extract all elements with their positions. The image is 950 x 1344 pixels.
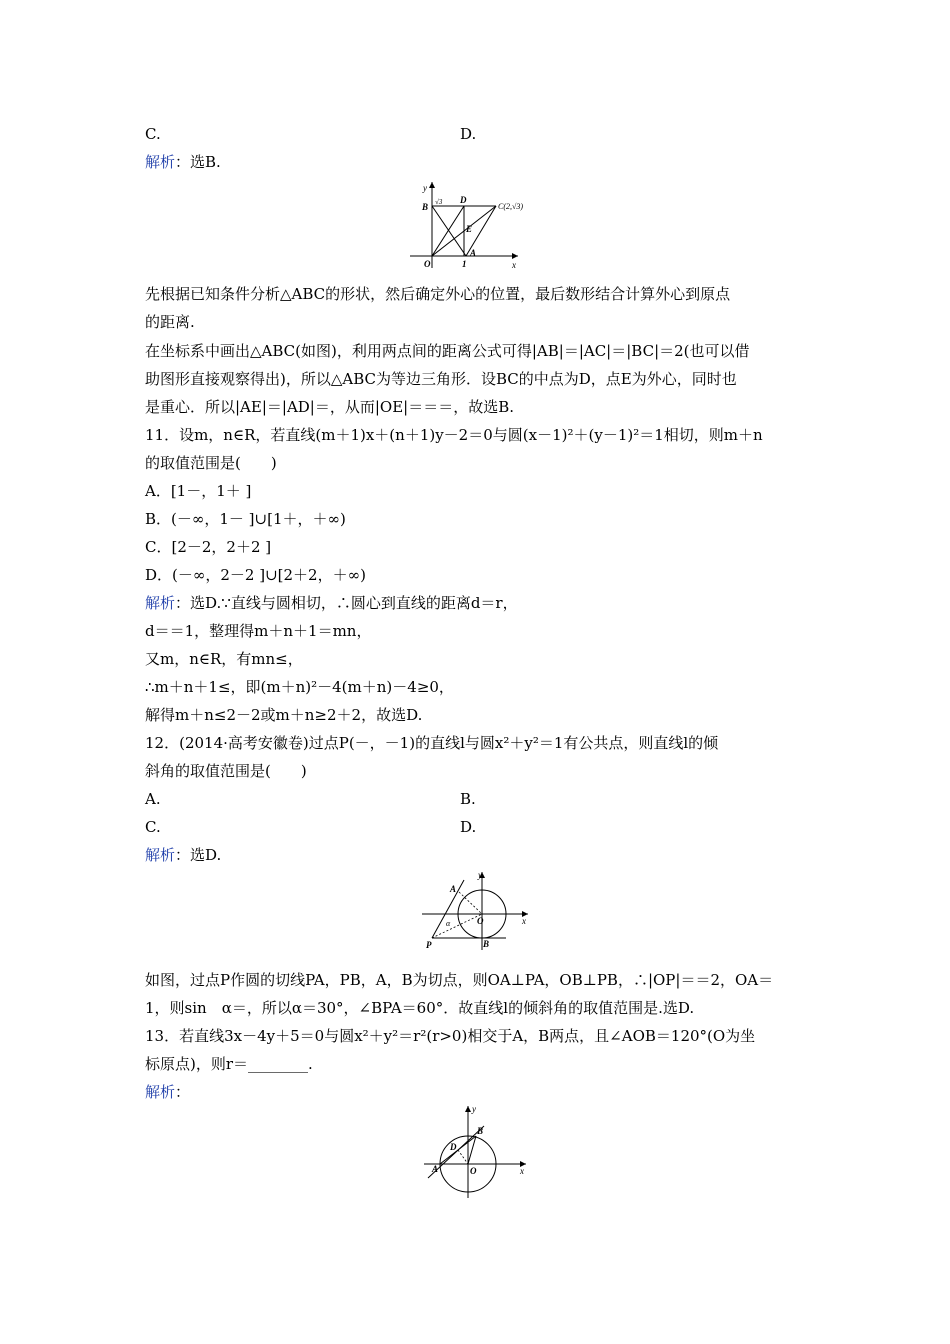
fig-label-alpha: α [446,919,451,928]
analysis-label: 解析 [145,1083,176,1101]
fig-label-x: x [520,1166,524,1176]
q13-stem-2: 标原点)，则r＝________. [145,1055,313,1073]
fig-label-b: B [483,939,490,949]
fig-label-p: P [426,940,432,950]
fig-label-a: A [450,884,457,894]
q11-option-d: D．(－∞，2－2 ]∪[2＋2，＋∞) [145,566,366,584]
q10-triangle-figure [408,176,524,270]
fig-label-x: x [512,260,516,270]
fig-label-y: y [423,183,427,193]
fig-label-1: 1 [462,259,467,269]
fig-label-c: C(2,√3) [498,202,524,211]
q12-stem-2: 斜角的取值范围是( ) [145,762,307,780]
fig-label-y: y [472,1104,476,1114]
q10-answer: ：选B. [175,153,221,171]
q10-text-5: 是重心．所以|AE|＝|AD|＝，从而|OE|＝＝＝，故选B. [145,398,515,416]
q10-text-1: 先根据已知条件分析△ABC的形状，然后确定外心的位置，最后数形结合计算外心到原点 [145,285,731,303]
q12-answer: ：选D. [175,846,222,864]
fig-label-y: y [478,870,482,880]
q12-option-d: D. [460,818,477,836]
q10-option-c: C. [145,125,161,143]
q11-solution-4: ∴m＋n＋1≤，即(m＋n)²－4(m＋n)－4≥0， [145,678,454,696]
q11-solution-text: ：选D.∵直线与圆相切，∴圆心到直线的距离d＝r， [175,594,518,612]
q11-solution-1 [145,593,518,613]
fig-label-d: D [450,1142,457,1152]
analysis-label: 解析 [145,153,176,171]
q12-text-1: 如图，过点P作圆的切线PA，PB，A，B为切点，则OA⊥PA，OB⊥PB，∴|OP|＝＝2，OA＝ [145,971,774,989]
q12-option-b: B. [460,790,476,808]
fig-label-d: D [460,195,467,205]
q10-text-4: 助图形直接观察得出)，所以△ABC为等边三角形．设BC的中点为D，点E为外心，同时也 [145,370,737,388]
q11-solution-5: 解得m＋n≤2－2或m＋n≥2＋2，故选D. [145,706,423,724]
q13-stem-1: 13．若直线3x－4y＋5＝0与圆x²＋y²＝r²(r>0)相交于A，B两点，且∠AOB＝120°(O为坐 [145,1027,756,1045]
q10-analysis [145,152,221,172]
q12-option-c: C. [145,818,161,836]
fig-label-b: B [477,1126,484,1136]
fig-label-o: O [424,259,431,269]
fig-label-a: A [470,248,477,258]
q12-tangent-figure [418,868,534,952]
fig-label-x: x [522,916,526,926]
q13-analysis [145,1082,190,1102]
q10-option-d: D. [460,125,477,143]
q10-text-3: 在坐标系中画出△ABC(如图)，利用两点间的距离公式可得|AB|＝|AC|＝|BC|＝2(也可以借 [145,342,750,360]
fig-label-o: O [477,916,484,926]
q12-option-a: A. [145,790,161,808]
q13-chord-figure [422,1104,530,1200]
q12-text-2: 1，则sin α＝，所以α＝30°，∠BPA＝60°．故直线l的倾斜角的取值范围是.选D. [145,999,695,1017]
q11-option-c: C．[2－2，2＋2 ] [145,538,272,556]
analysis-label: 解析 [145,594,176,612]
q11-solution-2: d＝＝1，整理得m＋n＋1＝mn， [145,622,372,640]
analysis-label: 解析 [145,846,176,864]
q12-analysis [145,845,221,865]
fig-label-o: O [470,1166,477,1176]
q10-text-2: 的距离. [145,313,195,331]
fig-label-sqrt3: √3 [435,198,443,206]
fig-label-b: B [422,202,429,212]
q11-stem-1: 11．设m，n∈R，若直线(m＋1)x＋(n＋1)y－2＝0与圆(x－1)²＋(y－1)²＝1相切，则m＋n [145,426,763,444]
q11-option-a: A．[1－，1＋ ] [145,482,252,500]
fig-label-e: E [466,224,473,234]
q11-stem-2: 的取值范围是( ) [145,454,277,472]
q11-solution-3: 又m，n∈R，有mn≤， [145,650,303,668]
q11-option-b: B．(－∞，1－ ]∪[1＋，＋∞) [145,510,346,528]
q12-stem-1: 12．(2014·高考安徽卷)过点P(－，－1)的直线l与圆x²＋y²＝1有公共点，则直线l的倾 [145,734,719,752]
q13-colon: ： [175,1083,191,1101]
fig-label-a: A [432,1164,439,1174]
